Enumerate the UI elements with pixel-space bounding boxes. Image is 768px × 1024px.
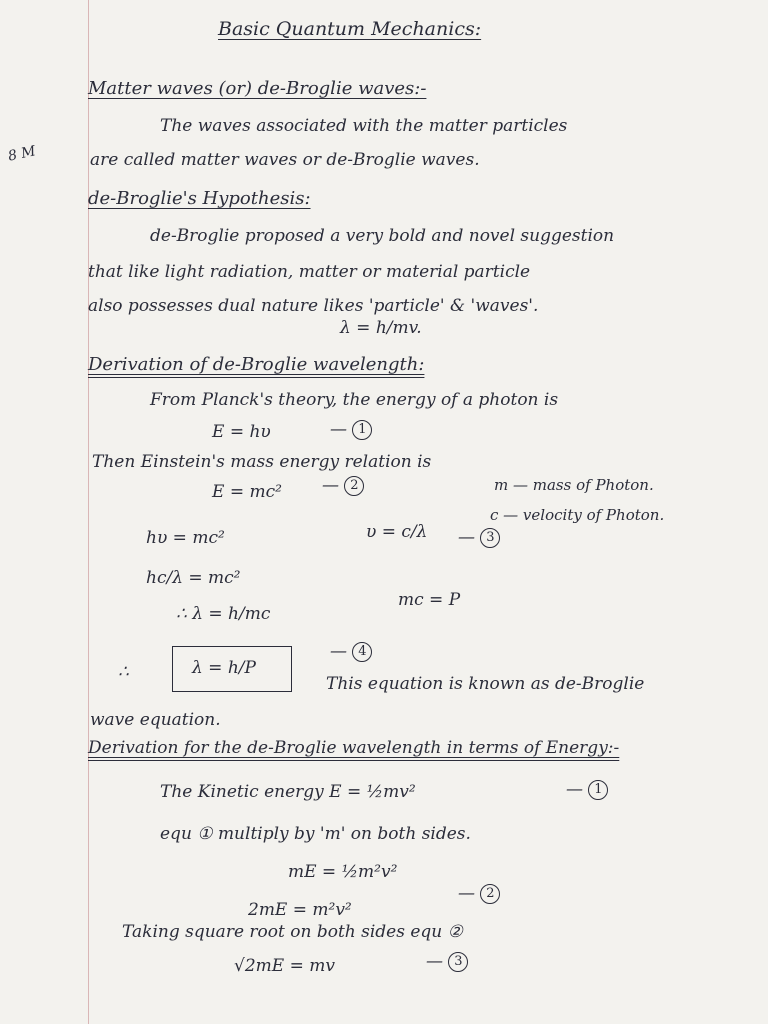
hypothesis-line-2: that like light radiation, matter or material particle [88,262,531,282]
equation-sqrt-label: — 3 [426,952,468,972]
equation-lambda-mc: ∴ λ = h/mc [176,604,271,624]
equation-3-label: — 3 [458,528,500,548]
wave-equation-line-1: This equation is known as de-Broglie [326,674,645,694]
note-velocity: c — velocity of Photon. [490,506,665,524]
equation-momentum: mc = P [398,590,461,610]
equation-hc: hc/λ = mc² [146,568,241,588]
einstein-line: Then Einstein's mass energy relation is [92,452,432,472]
equation-sqrt: √2mE = mv [234,956,335,976]
hypothesis-heading: de-Broglie's Hypothesis: [88,188,311,209]
equation-2mE-label: — 2 [458,884,500,904]
equation-number-2: 2 [344,476,364,496]
therefore-symbol: ∴ [118,662,129,682]
wave-equation-line-2: wave equation. [90,710,221,730]
equation-1: E = hυ [212,422,271,442]
margin-line [88,0,89,1024]
ke-equation-label: — 1 [566,780,608,800]
side-note: 8 M [6,143,38,165]
energy-equation-number-2: 2 [480,884,500,904]
hypothesis-line-3: also possesses dual nature likes 'particle' & 'waves'. [88,296,539,316]
equation-number-1: 1 [352,420,372,440]
matter-waves-line-2: are called matter waves or de-Broglie waves. [90,150,480,170]
equation-1-label: — 1 [330,420,372,440]
hypothesis-line-1: de-Broglie proposed a very bold and novel suggestion [150,226,615,246]
equation-mE: mE = ½m²v² [288,862,398,882]
equation-2-label: — 2 [322,476,364,496]
matter-waves-line-1: The waves associated with the matter particles [160,116,568,136]
page-title: Basic Quantum Mechanics: [218,18,482,40]
ke-equation-number-1: 1 [588,780,608,800]
kinetic-energy-line: The Kinetic energy E = ½mv² [160,782,416,802]
energy-equation-number-3: 3 [448,952,468,972]
equation-2: E = mc² [212,482,282,502]
derivation-heading: Derivation of de-Broglie wavelength: [88,354,425,375]
equation-3: υ = c/λ [366,522,428,542]
equation-h-nu: hυ = mc² [146,528,225,548]
planck-line: From Planck's theory, the energy of a photon is [150,390,559,410]
equation-number-4: 4 [352,642,372,662]
multiply-line: equ ① multiply by 'm' on both sides. [160,824,471,844]
square-root-line: Taking square root on both sides equ ② [122,922,463,942]
equation-4-label: — 4 [330,642,372,662]
energy-heading: Derivation for the de-Broglie wavelength in terms of Energy:- [88,738,620,758]
note-mass: m — mass of Photon. [494,476,654,494]
equation-number-3: 3 [480,528,500,548]
hypothesis-formula: λ = h/mv. [340,318,422,338]
equation-4: λ = h/P [192,658,256,678]
matter-waves-heading: Matter waves (or) de-Broglie waves:- [88,78,427,99]
equation-2mE: 2mE = m²v² [248,900,352,920]
